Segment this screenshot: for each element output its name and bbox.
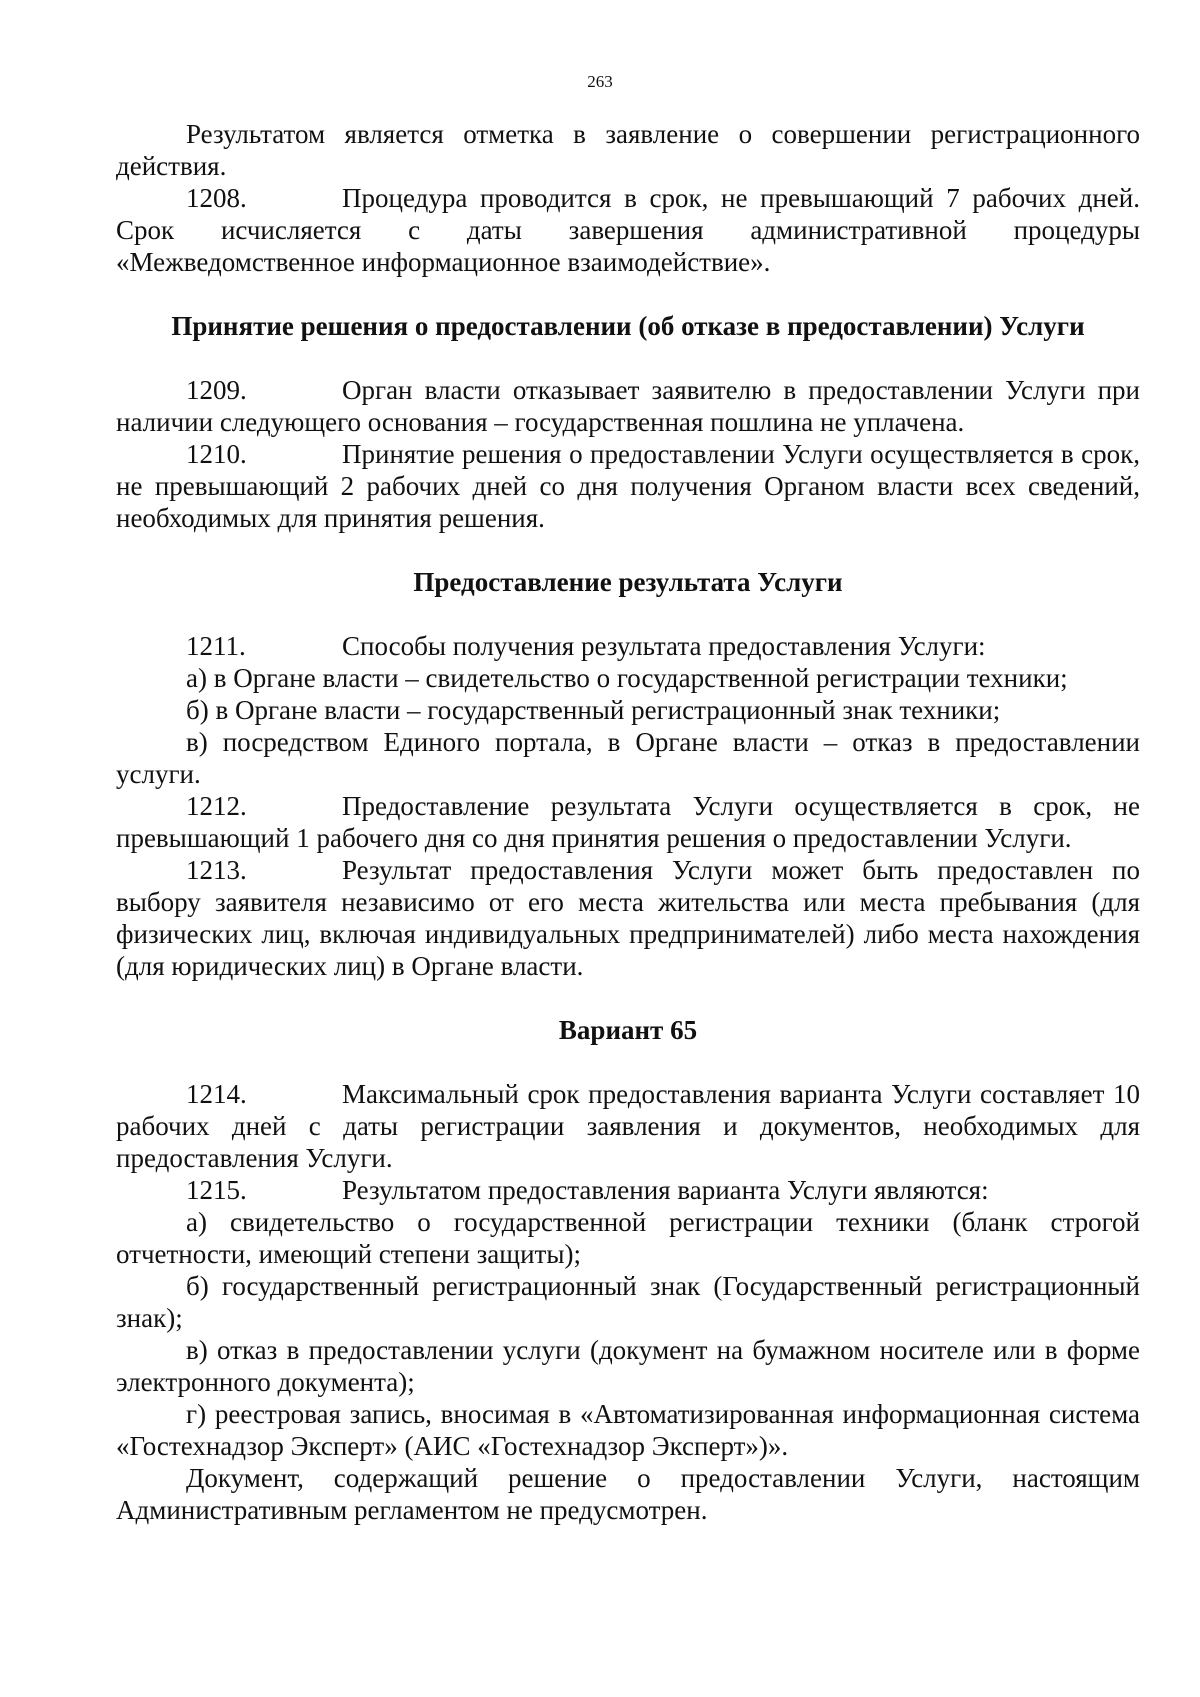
list-item: в) отказ в предоставлении услуги (документ на бумажном носителе или в форме электронного документа); [116, 1335, 1140, 1397]
paragraph-text: Принятие решения о предоставлении Услуги осуществляется в срок, не превышающий 2 рабочих дней со дня получения Органом власти всех сведений, необходимых для принятия решения. [116, 439, 1140, 533]
numbered-paragraph-1208 [116, 182, 1140, 278]
paragraph-text: Орган власти отказывает заявителю в предоставлении Услуги при наличии следующего основания – государственная пошлина не уплачена. [116, 375, 1140, 437]
numbered-paragraph-1211 [116, 630, 1140, 662]
paragraph-number: 1208. [186, 183, 247, 213]
paragraph-number: 1214. [186, 1079, 247, 1109]
paragraph-text: Результат предоставления Услуги может быть предоставлен по выбору заявителя независимо от его места жительства или места пребывания (для физических лиц, включая индивидуальных предпринимателей) либо места нахождения (для юридических лиц) в Органе власти. [116, 855, 1140, 981]
paragraph: Результатом является отметка в заявление о совершении регистрационного действия. [116, 119, 1140, 181]
paragraph-number: 1211. [186, 631, 246, 661]
list-item: а) свидетельство о государственной регистрации техники (бланк строгой отчетности, имеющий степени защиты); [116, 1207, 1140, 1269]
numbered-paragraph-1214 [116, 1078, 1140, 1174]
numbered-paragraph-1215 [116, 1174, 1140, 1206]
paragraph-text: Максимальный срок предоставления варианта Услуги составляет 10 рабочих дней с даты регистрации заявления и документов, необходимых для предоставления Услуги. [116, 1079, 1140, 1173]
paragraph-number: 1210. [186, 439, 247, 469]
paragraph-text: Предоставление результата Услуги осуществляется в срок, не превышающий 1 рабочего дня со дня принятия решения о предоставлении Услуги. [116, 791, 1140, 853]
list-item: б) в Органе власти – государственный регистрационный знак техники; [186, 695, 1001, 725]
paragraph-number: 1213. [186, 855, 247, 885]
paragraph-text: Результатом предоставления варианта Услуги являются: [342, 1175, 989, 1205]
paragraph-text: Процедура проводится в срок, не превышающий 7 рабочих дней. Срок исчисляется с даты завершения административной процедуры «Межведомственное информационное взаимодействие». [116, 183, 1140, 277]
page-number: 263 [587, 72, 613, 91]
numbered-paragraph-1210 [116, 438, 1140, 534]
numbered-paragraph-1213 [116, 854, 1140, 982]
document-body [116, 118, 1140, 1526]
paragraph-text: Способы получения результата предоставления Услуги: [342, 631, 986, 661]
list-item: в) посредством Единого портала, в Органе власти – отказ в предоставлении услуги. [116, 727, 1140, 789]
list-item: а) в Органе власти – свидетельство о государственной регистрации техники; [186, 663, 1068, 693]
numbered-paragraph-1209 [116, 374, 1140, 438]
section-heading: Принятие решения о предоставлении (об отказе в предоставлении) Услуги [171, 311, 1085, 341]
section-heading: Вариант 65 [558, 1015, 698, 1045]
paragraph-number: 1215. [186, 1175, 247, 1205]
list-item: г) реестровая запись, вносимая в «Автоматизированная информационная система «Гостехнадзор Эксперт» (АИС «Гостехнадзор Эксперт»)». [116, 1399, 1140, 1461]
paragraph-number: 1209. [186, 375, 247, 405]
list-item: б) государственный регистрационный знак (Государственный регистрационный знак); [116, 1271, 1140, 1333]
paragraph-number: 1212. [186, 791, 247, 821]
numbered-paragraph-1212 [116, 790, 1140, 854]
section-heading: Предоставление результата Услуги [413, 567, 843, 597]
paragraph: Документ, содержащий решение о предоставлении Услуги, настоящим Административным регламентом не предусмотрен. [116, 1463, 1140, 1525]
